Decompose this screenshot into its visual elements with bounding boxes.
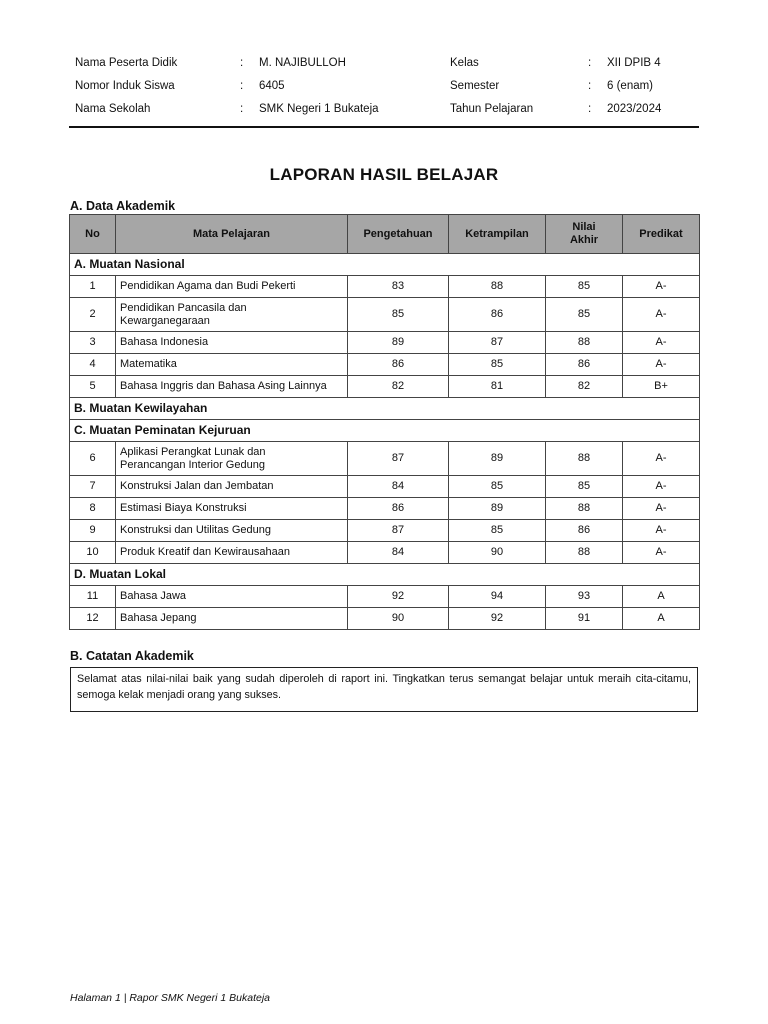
cell-final: 85 <box>546 476 623 498</box>
cell-final: 85 <box>546 276 623 298</box>
group-row <box>70 398 700 420</box>
cell-final: 86 <box>546 520 623 542</box>
cell-grade: A- <box>623 520 700 542</box>
section-academic-notes-title: B. Catatan Akademik <box>70 649 194 663</box>
table-row <box>70 542 700 564</box>
group-label: B. Muatan Kewilayahan <box>70 398 700 420</box>
cell-skill: 88 <box>449 276 546 298</box>
cell-subject: Produk Kreatif dan Kewirausahaan <box>116 542 348 564</box>
cell-no: 1 <box>70 276 116 298</box>
cell-no: 9 <box>70 520 116 542</box>
cell-skill: 94 <box>449 586 546 608</box>
cell-knowledge: 87 <box>348 520 449 542</box>
cell-grade: A- <box>623 298 700 332</box>
table-row <box>70 332 700 354</box>
cell-final: 88 <box>546 442 623 476</box>
cell-knowledge: 83 <box>348 276 449 298</box>
page-title: LAPORAN HASIL BELAJAR <box>269 165 499 184</box>
cell-skill: 87 <box>449 332 546 354</box>
subject-line1: Aplikasi Perangkat Lunak dan <box>120 445 266 458</box>
cell-knowledge: 85 <box>348 298 449 332</box>
group-row <box>70 420 700 442</box>
cell-final: 93 <box>546 586 623 608</box>
cell-final: 82 <box>546 376 623 398</box>
cell-no: 2 <box>70 298 116 332</box>
header-final-line1: Nilai <box>572 221 596 233</box>
cell-grade: A- <box>623 476 700 498</box>
cell-no: 7 <box>70 476 116 498</box>
cell-skill: 85 <box>449 476 546 498</box>
separator: : <box>588 80 592 92</box>
class-value: XII DPIB 4 <box>607 57 661 69</box>
separator: : <box>588 103 592 115</box>
cell-knowledge: 86 <box>348 498 449 520</box>
cell-skill: 89 <box>449 498 546 520</box>
cell-subject: Konstruksi dan Utilitas Gedung <box>116 520 348 542</box>
cell-final: 88 <box>546 542 623 564</box>
cell-grade: A- <box>623 332 700 354</box>
table-row <box>70 476 700 498</box>
table-header-row <box>70 215 700 254</box>
year-value: 2023/2024 <box>607 103 662 115</box>
group-label: C. Muatan Peminatan Kejuruan <box>70 420 700 442</box>
cell-no: 11 <box>70 586 116 608</box>
header-final-score <box>546 215 623 254</box>
header-subject: Mata Pelajaran <box>116 215 348 254</box>
student-info-header <box>75 52 698 121</box>
cell-grade: A <box>623 608 700 630</box>
cell-knowledge: 82 <box>348 376 449 398</box>
separator: : <box>588 57 592 69</box>
student-name-value: M. NAJIBULLOH <box>259 57 346 69</box>
cell-skill: 90 <box>449 542 546 564</box>
cell-skill: 92 <box>449 608 546 630</box>
cell-subject: Bahasa Inggris dan Bahasa Asing Lainnya <box>116 376 348 398</box>
cell-subject <box>116 298 348 332</box>
cell-knowledge: 84 <box>348 542 449 564</box>
cell-skill: 89 <box>449 442 546 476</box>
separator: : <box>240 57 244 69</box>
cell-subject: Konstruksi Jalan dan Jembatan <box>116 476 348 498</box>
cell-subject: Estimasi Biaya Konstruksi <box>116 498 348 520</box>
table-row <box>70 376 700 398</box>
cell-skill: 85 <box>449 354 546 376</box>
cell-knowledge: 87 <box>348 442 449 476</box>
cell-subject: Pendidikan Agama dan Budi Pekerti <box>116 276 348 298</box>
subject-line2: Perancangan Interior Gedung <box>120 458 265 471</box>
section-academic-data-title: A. Data Akademik <box>70 199 176 213</box>
separator: : <box>240 80 244 92</box>
cell-skill: 86 <box>449 298 546 332</box>
group-row <box>70 564 700 586</box>
cell-subject: Bahasa Jepang <box>116 608 348 630</box>
header-no: No <box>70 215 116 254</box>
cell-no: 3 <box>70 332 116 354</box>
school-label: Nama Sekolah <box>75 103 151 115</box>
cell-knowledge: 89 <box>348 332 449 354</box>
cell-no: 4 <box>70 354 116 376</box>
cell-knowledge: 84 <box>348 476 449 498</box>
table-row <box>70 276 700 298</box>
cell-grade: B+ <box>623 376 700 398</box>
subject-line2: Kewarganegaraan <box>120 314 210 327</box>
cell-grade: A- <box>623 498 700 520</box>
nis-value: 6405 <box>259 80 285 92</box>
group-label: A. Muatan Nasional <box>70 254 700 276</box>
semester-label: Semester <box>450 80 500 92</box>
cell-knowledge: 90 <box>348 608 449 630</box>
cell-no: 6 <box>70 442 116 476</box>
cell-grade: A- <box>623 276 700 298</box>
cell-no: 10 <box>70 542 116 564</box>
cell-grade: A- <box>623 354 700 376</box>
table-row <box>70 498 700 520</box>
group-label: D. Muatan Lokal <box>70 564 700 586</box>
table-row <box>70 586 700 608</box>
class-label: Kelas <box>450 57 479 69</box>
cell-final: 88 <box>546 498 623 520</box>
cell-subject: Bahasa Jawa <box>116 586 348 608</box>
header-skill: Ketrampilan <box>449 215 546 254</box>
cell-knowledge: 92 <box>348 586 449 608</box>
subject-line1: Pendidikan Pancasila dan <box>120 301 247 314</box>
cell-final: 88 <box>546 332 623 354</box>
header-grade: Predikat <box>623 215 700 254</box>
table-row <box>70 354 700 376</box>
semester-value: 6 (enam) <box>607 80 654 92</box>
cell-grade: A- <box>623 442 700 476</box>
table-row <box>70 608 700 630</box>
cell-skill: 85 <box>449 520 546 542</box>
cell-no: 5 <box>70 376 116 398</box>
group-row <box>70 254 700 276</box>
info-row-name <box>75 52 698 75</box>
table-row <box>70 298 700 332</box>
header-knowledge: Pengetahuan <box>348 215 449 254</box>
student-name-label: Nama Peserta Didik <box>75 57 178 69</box>
header-divider <box>69 126 699 128</box>
cell-grade: A <box>623 586 700 608</box>
cell-no: 8 <box>70 498 116 520</box>
cell-grade: A- <box>623 542 700 564</box>
cell-subject <box>116 442 348 476</box>
cell-subject: Bahasa Indonesia <box>116 332 348 354</box>
cell-final: 91 <box>546 608 623 630</box>
cell-no: 12 <box>70 608 116 630</box>
separator: : <box>240 103 244 115</box>
table-row <box>70 442 700 476</box>
info-row-nis <box>75 75 698 98</box>
school-value: SMK Negeri 1 Bukateja <box>259 103 379 115</box>
cell-final: 86 <box>546 354 623 376</box>
cell-final: 85 <box>546 298 623 332</box>
academic-note-box: Selamat atas nilai-nilai baik yang sudah diperoleh di raport ini. Tingkatkan terus semangat belajar untuk meraih cita-citamu, semoga kelak menjadi orang yang sukses. <box>70 667 698 712</box>
cell-skill: 81 <box>449 376 546 398</box>
header-final-line2: Akhir <box>569 234 599 246</box>
year-label: Tahun Pelajaran <box>450 103 534 115</box>
cell-knowledge: 86 <box>348 354 449 376</box>
cell-subject: Matematika <box>116 354 348 376</box>
grades-table <box>69 214 700 630</box>
nis-label: Nomor Induk Siswa <box>75 80 175 92</box>
page-footer: Halaman 1 | Rapor SMK Negeri 1 Bukateja <box>70 992 270 1004</box>
table-row <box>70 520 700 542</box>
info-row-school <box>75 98 698 121</box>
